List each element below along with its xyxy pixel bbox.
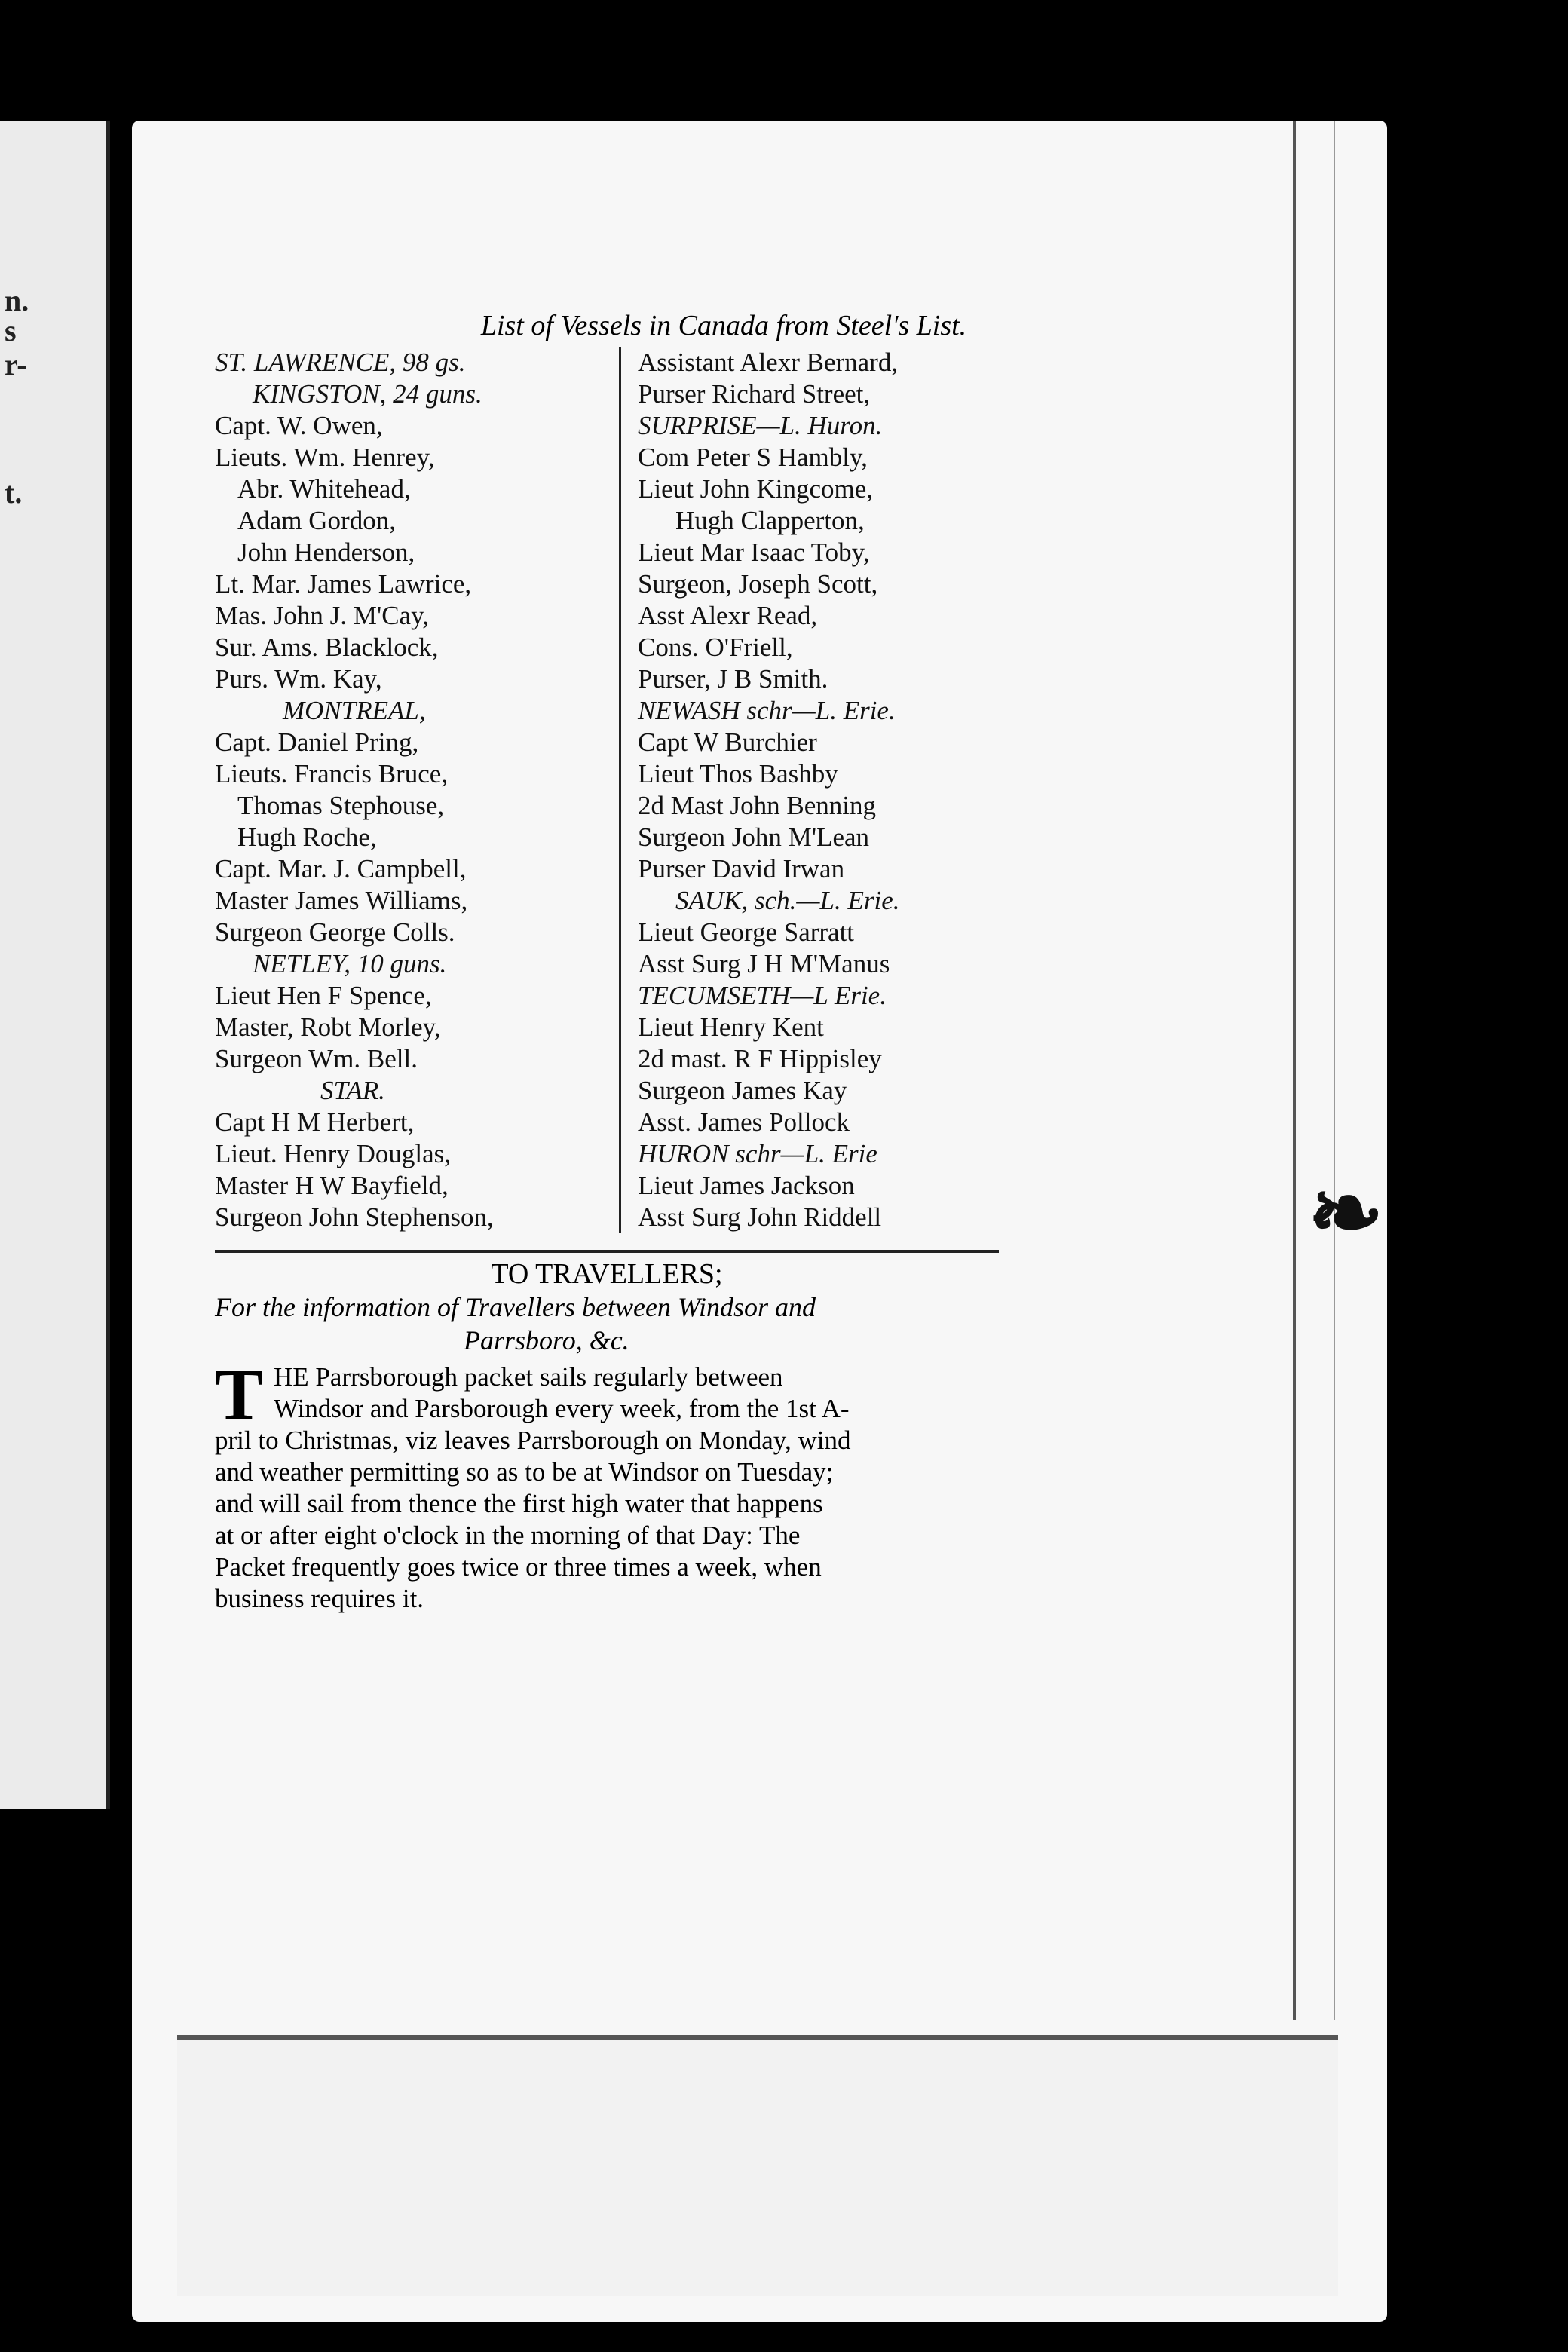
vessel-name: SURPRISE—L. Huron.: [638, 411, 883, 440]
vessel-name: MONTREAL,: [283, 696, 426, 725]
facing-page-text: n.: [5, 283, 29, 317]
officer-entry: Lieut John Kingcome,: [638, 474, 874, 504]
officer-entry: Master H W Bayfield,: [215, 1171, 449, 1200]
paragraph-line: Windsor and Parsborough every week, from the 1st A-: [274, 1394, 850, 1423]
officer-entry: Adam Gordon,: [237, 506, 396, 535]
officer-entry: Lieut James Jackson: [638, 1171, 855, 1200]
facing-page-text: s: [5, 314, 17, 348]
officer-entry: Lieut Thos Bashby: [638, 759, 838, 789]
officer-entry: Lt. Mar. James Lawrice,: [215, 569, 472, 599]
officer-entry: Purser Richard Street,: [638, 379, 871, 409]
officer-entry: Lieut. Henry Douglas,: [215, 1139, 451, 1168]
officer-entry: Asst Surg John Riddell: [638, 1202, 882, 1232]
officer-entry: Capt W Burchier: [638, 727, 817, 757]
page-content: [215, 309, 1150, 1615]
officer-entry: John Henderson,: [237, 537, 415, 567]
officer-entry: Surgeon Wm. Bell.: [215, 1044, 418, 1073]
officer-entry: Surgeon James Kay: [638, 1076, 847, 1105]
travellers-subheading: [215, 1291, 999, 1357]
vessel-list-left-column: [215, 347, 614, 1233]
officer-entry: Mas. John J. M'Cay,: [215, 601, 430, 630]
section-divider: [215, 1250, 999, 1253]
officer-entry: Surgeon John Stephenson,: [215, 1202, 494, 1232]
officer-entry: Purser David Irwan: [638, 854, 845, 884]
document-page: [132, 121, 1387, 2322]
officer-entry: Surgeon George Colls.: [215, 917, 455, 947]
paragraph-line: business requires it.: [215, 1584, 424, 1613]
officer-entry: Hugh Clapperton,: [675, 506, 865, 535]
officer-entry: Capt H M Herbert,: [215, 1107, 415, 1137]
officer-entry: Capt. Daniel Pring,: [215, 727, 419, 757]
officer-entry: Master, Robt Morley,: [215, 1012, 441, 1042]
facing-page-fragment: [0, 121, 110, 1809]
facing-page-text: r-: [5, 348, 27, 381]
ink-blot: ❧: [1308, 1163, 1384, 1263]
travellers-subheading-line: For the information of Travellers between Windsor and: [215, 1292, 816, 1322]
drop-cap: T: [215, 1354, 264, 1435]
paragraph-line: Packet frequently goes twice or three times a week, when: [215, 1552, 822, 1582]
officer-entry: Asst Surg J H M'Manus: [638, 949, 890, 978]
travellers-subheading-line: Parrsboro, &c.: [464, 1325, 629, 1355]
officer-entry: Purser, J B Smith.: [638, 664, 828, 694]
vessel-name: NETLEY, 10 guns.: [253, 949, 447, 978]
page-fold-edge: [1293, 121, 1335, 2020]
vessel-list-right-column: [619, 347, 1090, 1233]
officer-entry: Master James Williams,: [215, 886, 468, 915]
officer-entry: Hugh Roche,: [237, 822, 377, 852]
paragraph-line: pril to Christmas, viz leaves Parrsborough on Monday, wind: [215, 1426, 851, 1455]
officer-entry: Cons. O'Friell,: [638, 632, 793, 662]
officer-entry: Lieuts. Wm. Henrey,: [215, 443, 435, 472]
officer-entry: Surgeon, Joseph Scott,: [638, 569, 878, 599]
officer-entry: Abr. Whitehead,: [237, 474, 411, 504]
officer-entry: 2d mast. R F Hippisley: [638, 1044, 882, 1073]
vessel-name: SAUK, sch.—L. Erie.: [675, 886, 900, 915]
travellers-heading: TO TRAVELLERS;: [491, 1258, 723, 1290]
page-bottom-margin: [177, 2035, 1338, 2296]
list-title: List of Vessels in Canada from Steel's List.: [480, 310, 967, 341]
officer-entry: Sur. Ams. Blacklock,: [215, 632, 439, 662]
officer-entry: Capt. W. Owen,: [215, 411, 383, 440]
officer-entry: Lieut George Sarratt: [638, 917, 855, 947]
officer-entry: Surgeon John M'Lean: [638, 822, 870, 852]
vessel-name: STAR.: [320, 1076, 385, 1105]
vessel-name: HURON schr—L. Erie: [638, 1139, 877, 1168]
vessel-list: [215, 347, 1150, 1233]
officer-entry: Com Peter S Hambly,: [638, 443, 868, 472]
vessel-name: NEWASH schr—L. Erie.: [638, 696, 896, 725]
paragraph-line: and weather permitting so as to be at Windsor on Tuesday;: [215, 1457, 834, 1487]
vessel-name: TECUMSETH—L Erie.: [638, 981, 887, 1010]
officer-entry: Lieut Hen F Spence,: [215, 981, 432, 1010]
paragraph-line: at or after eight o'clock in the morning of that Day: The: [215, 1521, 801, 1550]
officer-entry: Lieut Mar Isaac Toby,: [638, 537, 870, 567]
officer-entry: Lieut Henry Kent: [638, 1012, 824, 1042]
travellers-paragraph: [215, 1354, 1014, 1615]
officer-entry: Asst. James Pollock: [638, 1107, 850, 1137]
vessel-name: ST. LAWRENCE, 98 gs.: [215, 348, 466, 377]
officer-entry: Purs. Wm. Kay,: [215, 664, 382, 694]
officer-entry: 2d Mast John Benning: [638, 791, 876, 820]
officer-entry: Asst Alexr Read,: [638, 601, 818, 630]
officer-entry: Lieuts. Francis Bruce,: [215, 759, 449, 789]
officer-entry: Thomas Stephouse,: [237, 791, 445, 820]
officer-entry: Assistant Alexr Bernard,: [638, 348, 899, 377]
officer-entry: Capt. Mar. J. Campbell,: [215, 854, 467, 884]
facing-page-text: t.: [5, 476, 23, 510]
paragraph-line: HE Parrsborough packet sails regularly between: [274, 1362, 783, 1392]
vessel-name: KINGSTON, 24 guns.: [253, 379, 482, 409]
paragraph-line: and will sail from thence the first high water that happens: [215, 1489, 823, 1518]
